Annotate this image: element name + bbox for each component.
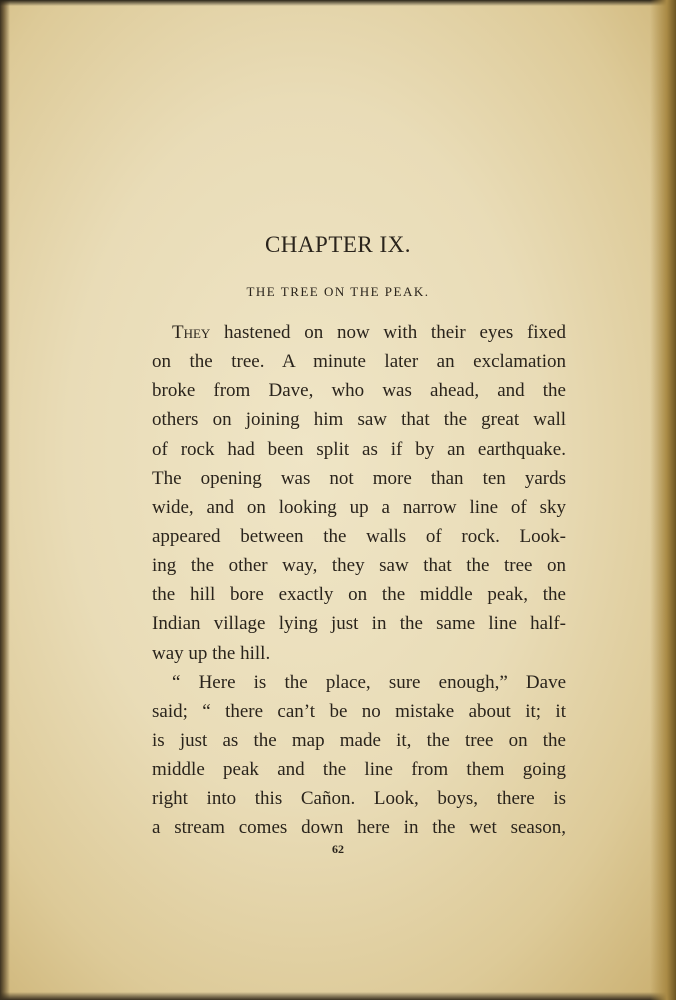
- text-line: a stream comes down here in the wet season,: [152, 817, 566, 839]
- text-line: ing the other way, they saw that the tree on: [152, 555, 566, 577]
- drop-word: They: [172, 322, 211, 343]
- text-line: is just as the map made it, the tree on the: [152, 729, 566, 751]
- text-line: on the tree. A minute later an exclamation: [152, 351, 566, 373]
- page-top-edge: [0, 0, 676, 6]
- chapter-title: CHAPTER IX.: [264, 232, 412, 257]
- chapter-body-text: [152, 318, 566, 843]
- text-line: said; “ there can’t be no mistake about it; it: [152, 700, 566, 722]
- text-line: broke from Dave, who was ahead, and the: [152, 380, 566, 402]
- text-line: of rock had been split as if by an earthquake.: [152, 438, 566, 460]
- text-line: the hill bore exactly on the middle peak, the: [152, 584, 566, 606]
- text-line: [152, 318, 566, 347]
- text-line: wide, and on looking up a narrow line of sky: [152, 496, 566, 518]
- text-line: middle peak and the line from them going: [152, 759, 566, 781]
- text-line: “ Here is the place, sure enough,” Dave: [172, 671, 566, 693]
- text-line: way up the hill.: [152, 642, 271, 664]
- text-line: others on joining him saw that the great wall: [152, 409, 566, 431]
- page-number: 62: [332, 842, 344, 856]
- text-line-rest: hastened on now with their eyes fixed: [210, 322, 566, 343]
- text-line: The opening was not more than ten yards: [152, 467, 566, 489]
- text-line: Indian village lying just in the same line half-: [152, 613, 566, 635]
- text-line: right into this Cañon. Look, boys, there is: [152, 788, 566, 810]
- page-bottom-edge: [0, 992, 676, 1000]
- text-line: appeared between the walls of rock. Look-: [152, 525, 566, 547]
- chapter-subtitle: THE TREE ON THE PEAK.: [246, 284, 430, 299]
